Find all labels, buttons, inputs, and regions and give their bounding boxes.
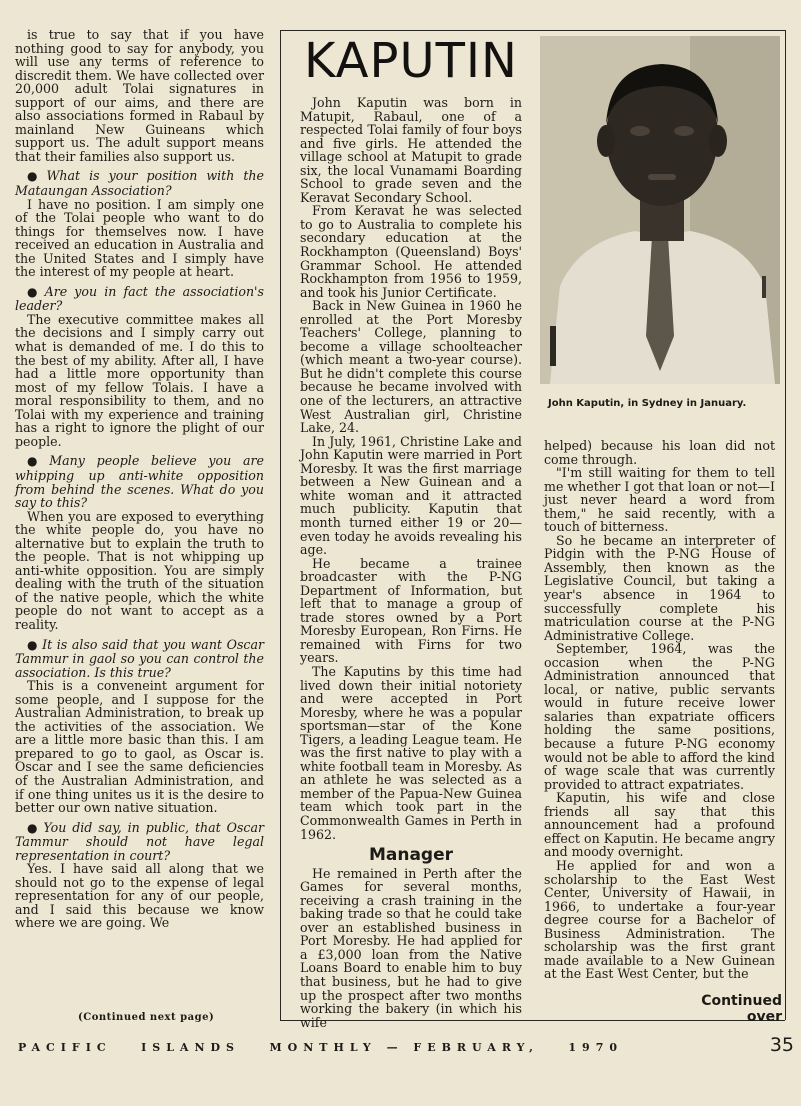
interview-question xyxy=(15,638,264,680)
bullet-icon: ● xyxy=(27,454,46,469)
article-box-top-rule xyxy=(280,30,785,31)
text: helped) because his loan did not come through. xyxy=(544,438,775,467)
paragraph xyxy=(544,466,775,534)
paragraph xyxy=(300,204,522,299)
text: He remained in Perth after the Games for several months, receiving a crash training in the baking trade so that he could take over an established business in Port Moresby. He had applied for a £3,000 loan from the Native Loans Board to enable him to buy that business, but he had to give up the prospect after two months working the bakery (in which his wife xyxy=(300,865,522,1030)
text: You did say, in public, that Oscar Tammur should not have legal representation in court? xyxy=(15,819,264,863)
text: Many people believe you are whipping up anti-white opposition from behind the scenes. What do you say to this? xyxy=(15,453,264,511)
biography-column xyxy=(300,96,522,1029)
paragraph xyxy=(300,665,522,841)
paragraph xyxy=(15,510,264,632)
interview-question xyxy=(15,821,264,863)
paragraph xyxy=(544,859,775,981)
bullet-icon: ● xyxy=(27,169,43,184)
photo-caption: John Kaputin, in Sydney in January. xyxy=(548,398,747,409)
text: The Kaputins by this time had lived down their initial notoriety and were accepted in Port Moresby, where he was a popular sportsman—star of the Kone Tigers, a leading League team. He was the first native to play with a white football team in Moresby. As an athlete he was selected as a member of the Papua-New Guinea team which took part in the Commonwealth Games in Perth in 1962. xyxy=(300,663,522,842)
portrait-photo xyxy=(540,36,780,384)
text: is true to say that if you have nothing good to say for anybody, you will use any terms of reference to discredit them. We have collected over 20,000 adult Tolai signatures in support of our aims, and there are also associations formed in Rabaul by mainland New Guineans which support us. The adult support means that their families also support us. xyxy=(15,27,264,164)
paragraph xyxy=(15,198,264,279)
text: This is a conveneint argument for some people, and I suppose for the Australian Administration, to break up the activities of the association. We are a little more basic than this. I am prepared to go to gaol, as Oscar is. Oscar and I see the same deficiencies of the Australian Administration, and if one thing unites us it is the desire to better our own native situation. xyxy=(15,678,264,816)
paragraph xyxy=(15,28,264,163)
article-box-right-rule xyxy=(785,30,786,1020)
bullet-icon: ● xyxy=(27,284,41,299)
continued-paragraph xyxy=(544,439,775,466)
paragraph xyxy=(300,557,522,665)
section-heading xyxy=(300,845,522,866)
text: Yes. I have said all along that we should not go to the expense of legal representation for any of our people, and I said this because we know where we are going. We xyxy=(15,861,264,931)
paragraph xyxy=(300,96,522,204)
text: September, 1964, was the occasion when the P-NG Administration announced that local, or native, public servants would in future receive lower salaries than expatriate officers holding the same positions, because a future P-NG economy would not be able to afford the kind of wage scale that was currently provided to attract expatriates. xyxy=(544,641,775,792)
interview-question xyxy=(15,285,264,313)
text: In July, 1961, Christine Lake and John Kaputin were married in Port Moresby. It was the first marriage between a New Guinean and a white woman and it attracted much publicity. Kaputin that month turned either 19 or 20—even today he avoids revealing his age. xyxy=(300,433,522,558)
portrait-illustration xyxy=(540,36,780,384)
text: It is also said that you want Oscar Tammur in gaol so you can control the association. Is this true? xyxy=(15,636,264,680)
text: John Kaputin was born in Matupit, Rabaul, one of a respected Tolai family of four boys and five girls. He attended the village school at Matupit to grade six, the local Vunamami Boarding School to grade seven and the Keravat Secondary School. xyxy=(300,95,522,205)
text: He became a trainee broadcaster with the P-NG Department of Information, but left that to manage a group of trade stores owned by a Port Moresby European, Ron Firns. He remained with Firns for two years. xyxy=(300,555,522,666)
paragraph xyxy=(15,862,264,930)
text: From Keravat he was selected to go to Australia to complete his secondary education at the Rockhampton (Queensland) Boys' Grammar School. He attended Rockhampton from 1956 to 1959, and took his Junior Certificate. xyxy=(300,203,522,300)
text: What is your position with the Mataungan Association? xyxy=(15,168,264,199)
page-number: 35 xyxy=(769,1034,794,1056)
article-title: KAPUTIN xyxy=(304,33,518,89)
masthead-footer: PACIFIC ISLANDS MONTHLY — FEBRUARY, 1970 xyxy=(18,1041,624,1054)
text: So he became an interpreter of Pidgin with the P-NG House of Assembly, then known as the Legislative Council, but taking a year's absence in 1964 to successfully complete his matriculation course at the P-NG Administrative College. xyxy=(544,532,775,643)
text: Manager xyxy=(368,845,454,866)
text: The executive committee makes all the decisions and I simply carry out what is demanded of me. I do this to the best of my ability. After all, I have had a little more opportunity than most of my fellow Tolais. I have a moral responsibility to them, and no Tolai with my experience and training has a right to ignore the plight of our people. xyxy=(15,311,264,449)
paragraph xyxy=(300,867,522,1030)
paragraph xyxy=(544,534,775,642)
text: When you are exposed to everything the white people do, you have no alternative but to explain the truth to the people. That is not whipping up anti-white opposition. You are simply dealing with the truth of the situation of the native people, which the white people do not want to accept as a reality. xyxy=(15,508,264,632)
text: Kaputin, his wife and close friends all say that this announcement had a profound effect on Kaputin. He became angry and moody overnight. xyxy=(544,790,775,860)
text: "I'm still waiting for them to tell me whether I got that loan or not—I just never heard a word from them," he said recently, with a touch of bitterness. xyxy=(544,465,775,535)
paragraph xyxy=(300,435,522,557)
text: Are you in fact the association's leader? xyxy=(15,283,264,314)
paragraph xyxy=(544,642,775,791)
bullet-icon: ● xyxy=(27,820,40,835)
text: Back in New Guinea in 1960 he enrolled at the Port Moresby Teachers' College, planning to become a village schoolteacher (which meant a two-year course). But he didn't complete this course because he became involved with one of the lecturers, an attractive West Australian girl, Christine Lake, 24. xyxy=(300,298,522,436)
text: I have no position. I am simply one of the Tolai people who want to do things for themselves now. I have received an education in Australia and the United States and I simply have the interest of my people at heart. xyxy=(15,196,264,280)
paragraph xyxy=(15,313,264,448)
paragraph xyxy=(300,299,522,434)
interview-column xyxy=(15,28,264,930)
bullet-icon: ● xyxy=(27,637,39,652)
text: He applied for and won a scholarship to the East West Center, University of Hawaii, in 1966, to undertake a four-year degree course for a Bachelor of Business Administration. The scholarship was the first grant made available to a New Guinean at the East West Center, but the xyxy=(544,857,775,982)
paragraph xyxy=(544,791,775,859)
continued-next-page-note: (Continued next page) xyxy=(78,1012,215,1023)
biography-column-continued xyxy=(544,439,775,981)
column-divider-left xyxy=(280,30,281,1020)
interview-question xyxy=(15,169,264,197)
interview-question xyxy=(15,454,264,509)
continued-over-note: Continued over xyxy=(701,993,782,1025)
paragraph xyxy=(15,679,264,814)
